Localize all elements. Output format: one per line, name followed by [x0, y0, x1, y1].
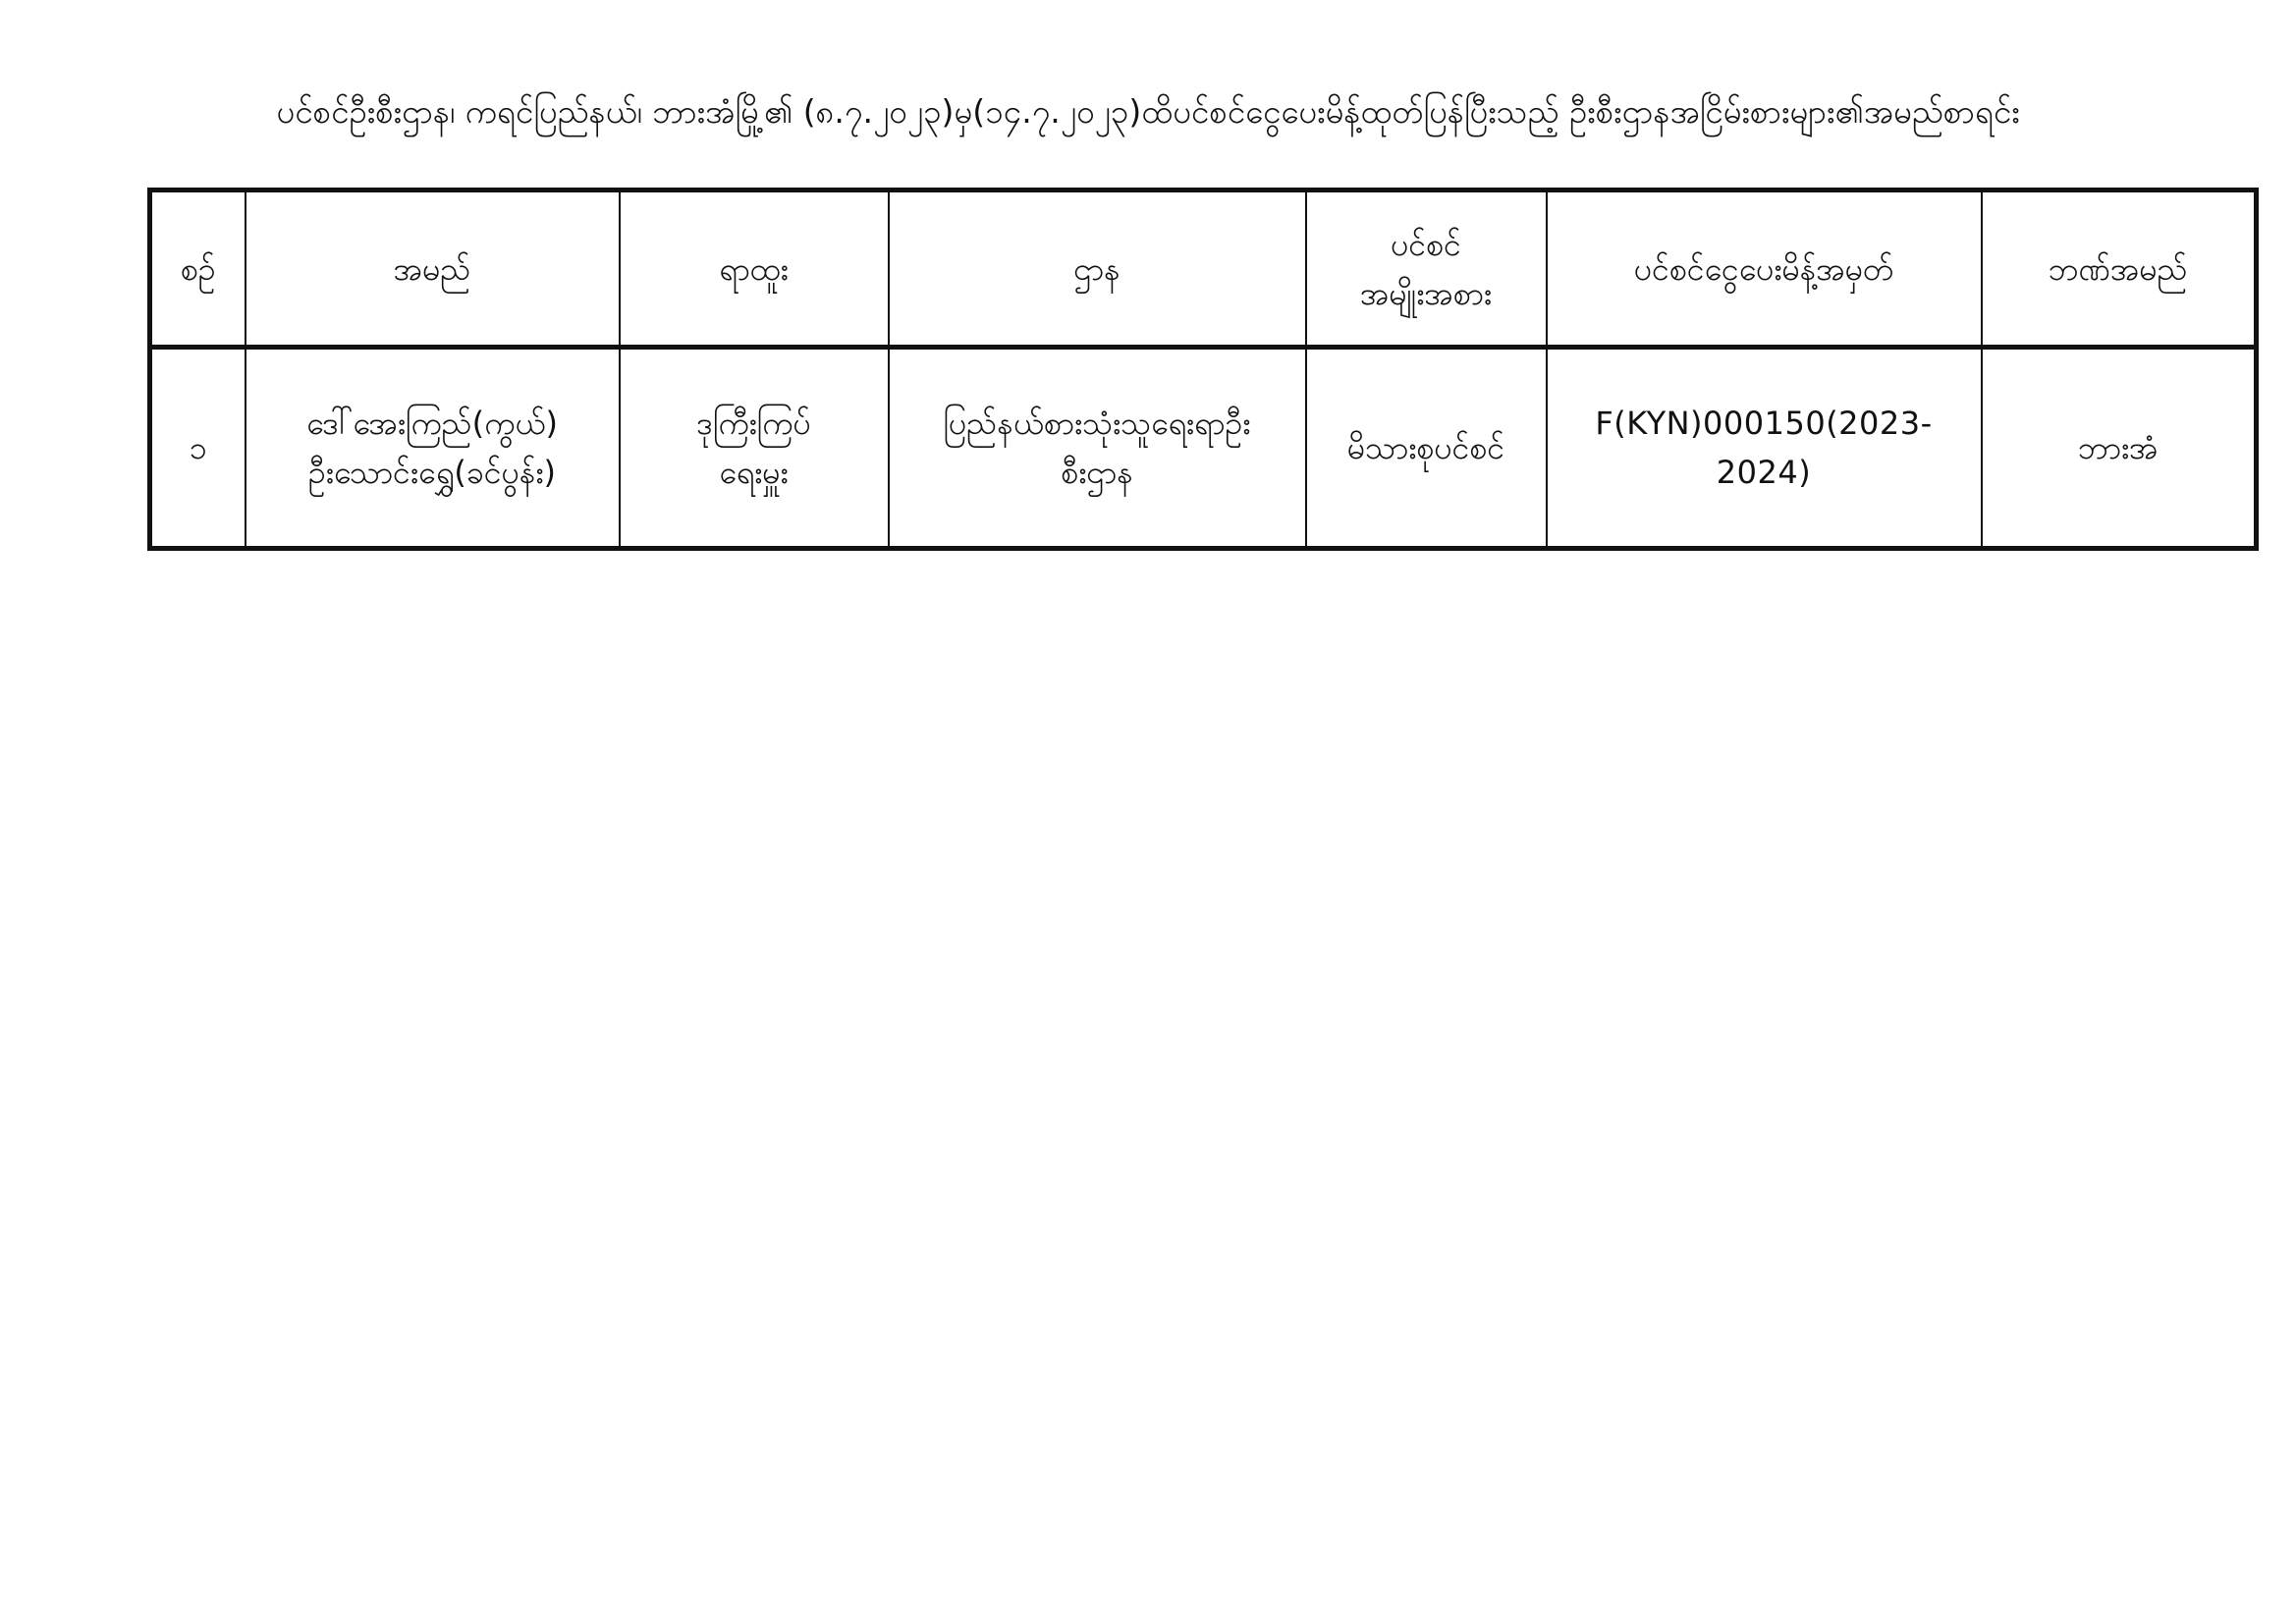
- table-header: [150, 190, 2257, 348]
- pensioner-table: [147, 188, 2259, 551]
- cell-department-line2: စီးဌာန: [1061, 454, 1133, 491]
- header-pension-type-line1: ပင်စင်: [1391, 225, 1461, 263]
- header-department: ဌာန: [889, 190, 1306, 348]
- cell-rank-line2: ရေးမှူး: [719, 454, 789, 491]
- cell-rank-line1: ဒုကြီးကြပ်: [696, 405, 811, 442]
- header-serial: စဉ်: [150, 190, 246, 348]
- cell-department: [889, 348, 1306, 549]
- table-row: [150, 348, 2257, 549]
- cell-order-number: F(KYN)000150(2023-2024): [1547, 348, 1982, 549]
- header-name: အမည်: [246, 190, 620, 348]
- header-rank: ရာထူး: [620, 190, 889, 348]
- cell-name-line2: ဦးသောင်းရွှေ(ခင်ပွန်း): [308, 454, 556, 491]
- header-treasury: ဘဏ်အမည်: [1982, 190, 2257, 348]
- header-pension-type: [1306, 190, 1547, 348]
- table-body: [150, 348, 2257, 549]
- cell-name-line1: ဒေါ်အေးကြည်(ကွယ်): [306, 405, 558, 442]
- cell-rank: [620, 348, 889, 549]
- document-title: ပင်စင်ဦးစီးဌာန၊ ကရင်ပြည်နယ်၊ ဘားအံမြို့၏ (၈.၇.၂၀၂၃)မှ(၁၄.၇.၂၀၂၃)ထိပင်စင်ငွေပေးမိန့်ထုတ်ပြန်ပြီးသည့် ဦးစီးဌာနအငြိမ်းစားများ၏အမည်စာရင်း: [276, 92, 2020, 131]
- cell-pension-type: မိသားစုပင်စင်: [1306, 348, 1547, 549]
- cell-serial: ၁: [150, 348, 246, 549]
- cell-department-line1: ပြည်နယ်စားသုံးသူရေးရာဦး: [943, 405, 1251, 442]
- header-row: [150, 190, 2257, 348]
- header-order-number: ပင်စင်ငွေပေးမိန့်အမှတ်: [1547, 190, 1982, 348]
- cell-name: [246, 348, 620, 549]
- cell-treasury: ဘားအံ: [1982, 348, 2257, 549]
- header-pension-type-line2: အမျိုးအစား: [1359, 274, 1493, 312]
